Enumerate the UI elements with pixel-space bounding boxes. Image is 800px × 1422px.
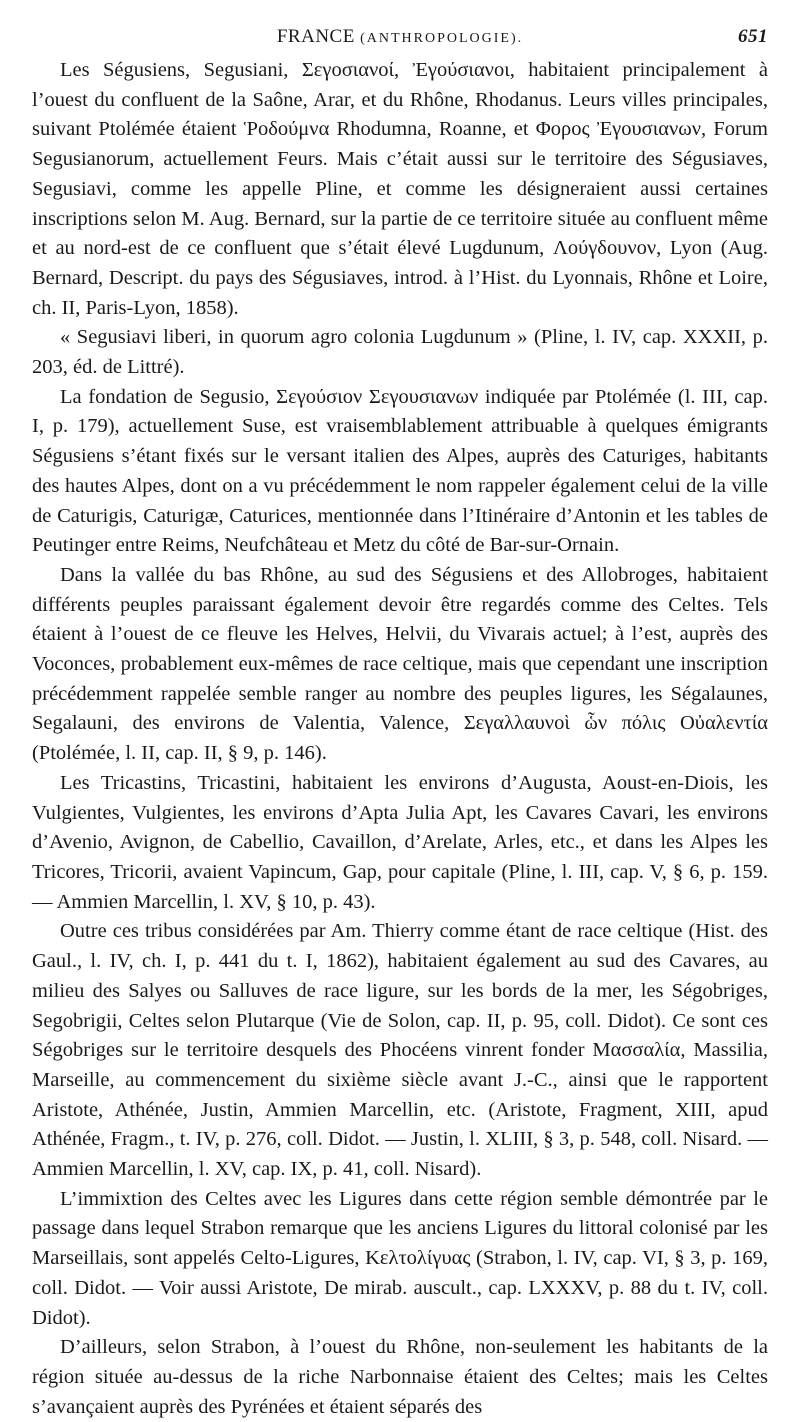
paragraph-1: Les Ségusiens, Segusiani, Σεγοσιανοί, Ἐγούσιανοι, habitaient principalement à l’ouest du confluent de la Saône, Arar, et du Rhône, Rhodanus. Leurs villes principales, suivant Ptolémée étaient Ῥοδούμνα Rhodumna, Roanne, et Φορος Ἐγουσιανων, Forum Segusianorum, actuellement Feurs. Mais c’était aussi sur le territoire des Ségusiaves, Segusiavi, comme les appelle Pline, et comme les désigneraient aussi certaines inscriptions selon M. Aug. Bernard, sur la partie de ce territoire située au confluent même et au nord-est de ce confluent que s’était élevé Lugdunum, Λούγδουνον, Lyon (Aug. Bernard, Descript. du pays des Ségusiaves, introd. à l’Hist. du Lyonnais, Rhône et Loire, ch. II, Paris-Lyon, 1858). <box>32 59 768 319</box>
document-page <box>32 22 768 1418</box>
paragraph-6: Outre ces tribus considérées par Am. Thierry comme étant de race celtique (Hist. des Gaul., l. IV, ch. I, p. 441 du t. I, 1862), habitaient également au sud des Cavares, au milieu des Salyes ou Salluves de race ligure, sur les bords de la mer, les Ségobriges, Segobrigii, Celtes selon Plutarque (Vie de Solon, cap. II, p. 95, coll. Didot). Ce sont ces Ségobriges sur le territoire desquels des Phocéens vinrent fonder Μασσαλία, Massilia, Marseille, au commencement du sixième siècle avant J.-C., ainsi que le rapportent Aristote, Athénée, Justin, Ammien Marcellin, etc. (Aristote, Fragment, XIII, apud Athénée, Fragm., t. IV, p. 276, coll. Didot. — Justin, l. XLIII, § 3, p. 548, coll. Nisard. — Ammien Marcellin, l. XV, cap. IX, p. 41, coll. Nisard). <box>32 920 768 1181</box>
body-text <box>32 56 768 1422</box>
header-subtitle: (ANTHROPOLOGIE). <box>360 31 524 46</box>
paragraph-7: L’immixtion des Celtes avec les Ligures dans cette région semble démontrée par le passage dans lequel Strabon remarque que les anciens Ligures du littoral colonisé par les Marseillais, sont appelés Celto-Ligures, Κελτολίγυας (Strabon, l. IV, cap. VI, § 3, p. 169, coll. Didot. — Voir aussi Aristote, De mirab. auscult., cap. LXXXV, p. 88 du t. IV, coll. Didot). <box>32 1187 768 1329</box>
paragraph-3: La fondation de Segusio, Σεγούσιον Σεγουσιανων indiquée par Ptolémée (l. III, cap. I, p. 179), actuellement Suse, est vraisemblablement attribuable à quelques émigrants Ségusiens s’étant fixés sur le versant italien des Alpes, auprès des Caturiges, habitants des hautes Alpes, dont on a vu précédemment le nom rappeler également celui de la ville de Caturigis, Caturigæ, Caturices, mentionnée dans l’Itinéraire d’Antonin et les tables de Peutinger entre Reims, Neufchâteau et Metz du côté de Bar-sur-Ornain. <box>32 385 768 557</box>
paragraph-5: Les Tricastins, Tricastini, habitaient les environs d’Augusta, Aoust-en-Diois, les Vulgientes, Vulgientes, les environs d’Apta Julia Apt, les Cavares Cavari, les environs d’Avenio, Avignon, de Cabellio, Cavaillon, d’Arelate, Arles, etc., et dans les Alpes les Tricores, Tricorii, avaient Vapincum, Gap, pour capitale (Pline, l. III, cap. V, § 6, p. 159. — Ammien Marcellin, l. XV, § 10, p. 43). <box>32 771 768 913</box>
page-number: 651 <box>738 26 768 47</box>
header-title: FRANCE <box>276 26 355 47</box>
paragraph-4: Dans la vallée du bas Rhône, au sud des Ségusiens et des Allobroges, habitaient différents peuples paraissant également devoir être regardés comme des Celtes. Tels étaient à l’ouest de ce fleuve les Helves, Helvii, du Vivarais actuel; à l’est, auprès des Voconces, probablement eux-mêmes de race celtique, mais que cependant une inscription précédemment rappelée semble ranger au nombre des peuples ligures, les Ségalaunes, Segalauni, des environs de Valentia, Valence, Σεγαλλαυνοὶ ὧν πόλις Οὐαλεντία (Ptolémée, l. II, cap. II, § 9, p. 146). <box>32 563 768 765</box>
running-header <box>32 22 768 56</box>
paragraph-8: D’ailleurs, selon Strabon, à l’ouest du Rhône, non-seulement les habitants de la région située au-dessus de la riche Narbonnaise étaient des Celtes; mais les Celtes s’avançaient auprès des Pyrénées et étaient séparés des <box>32 1336 768 1418</box>
paragraph-2: « Segusiavi liberi, in quorum agro colonia Lugdunum » (Pline, l. IV, cap. XXXII, p. 203, éd. de Littré). <box>32 326 768 379</box>
